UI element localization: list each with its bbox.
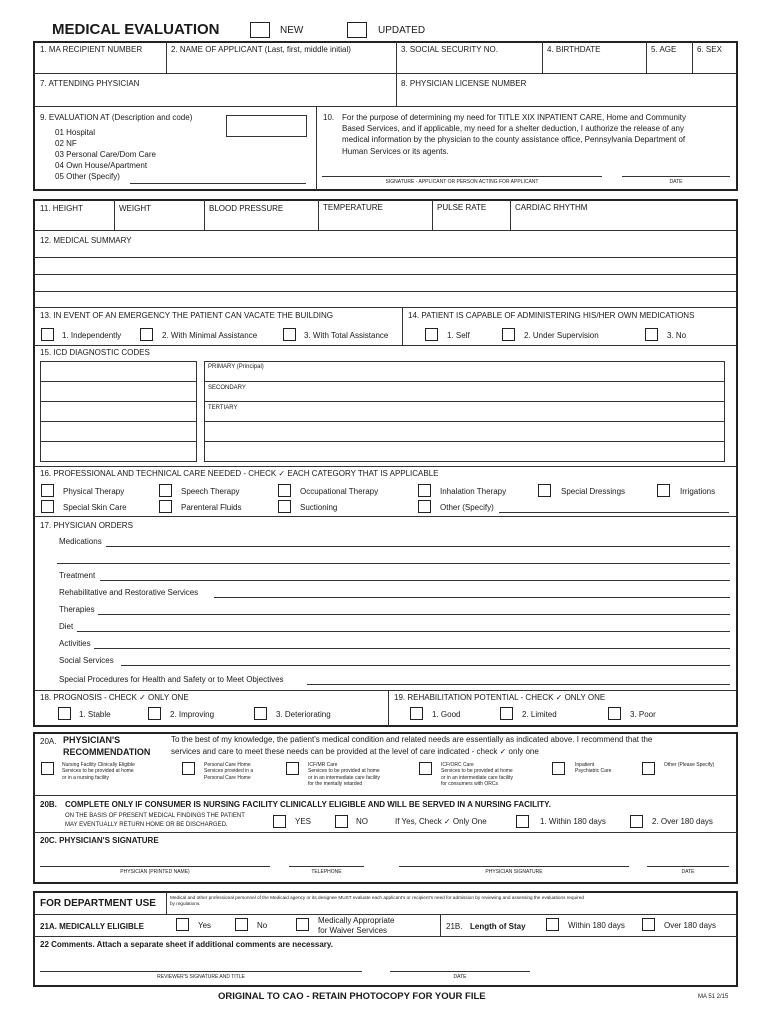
eligible-yes-checkbox[interactable]	[176, 918, 189, 931]
option-line: for consumers with ORCs	[441, 780, 498, 787]
evaluation-options	[55, 128, 156, 184]
department-use-note	[170, 895, 730, 907]
evaluation-option: 05 Other (Specify)	[55, 172, 120, 181]
authorization-line: For the purpose of determining my need for TITLE XIX INPATIENT CARE, Home and Community	[342, 113, 686, 122]
option-line: or in a nursing facility	[62, 774, 109, 781]
special-dressings-checkbox[interactable]	[538, 484, 551, 497]
sex-field[interactable]: 6. SEX	[697, 45, 722, 54]
rehab-option-label: 2. Limited	[522, 710, 557, 719]
icf-mr-checkbox[interactable]	[286, 762, 299, 775]
reviewer-signature-line[interactable]	[40, 971, 362, 972]
reviewer-date-caption: DATE	[453, 974, 467, 980]
option-line: ICF/MR Care	[308, 762, 338, 768]
prognosis-option-label: 2. Improving	[170, 710, 215, 719]
length-of-stay-label: Length of Stay	[470, 922, 526, 931]
discharge-over-180-checkbox[interactable]	[630, 815, 643, 828]
evaluation-other-line[interactable]	[130, 183, 306, 184]
inpatient-psychiatric-option	[575, 762, 611, 775]
physician-signature-label: 20C. PHYSICIAN'S SIGNATURE	[40, 836, 159, 845]
birthdate-field[interactable]: 4. BIRTHDATE	[547, 45, 601, 54]
vacate-option-label: 2. With Minimal Assistance	[162, 331, 258, 340]
weight-field[interactable]: WEIGHT	[119, 204, 151, 213]
care-option-label: Special Skin Care	[63, 503, 127, 512]
care-option-label: Speech Therapy	[181, 487, 240, 496]
orders-rehab-line[interactable]	[214, 597, 730, 598]
recommendation-number: 20A.	[40, 737, 57, 746]
irrigations-checkbox[interactable]	[657, 484, 670, 497]
icd-secondary-label: SECONDARY	[208, 385, 246, 391]
care-option-label: Other (Specify)	[440, 503, 494, 512]
prognosis-label: 18. PROGNOSIS - CHECK ✓ ONLY ONE	[40, 693, 189, 702]
option-line: Personal Care Home	[204, 762, 251, 768]
physician-telephone-caption: TELEPHONE	[311, 869, 342, 875]
vacate-option-label: 1. Independently	[62, 331, 122, 340]
discharge-yes-checkbox[interactable]	[273, 815, 286, 828]
ssn-field[interactable]: 3. SOCIAL SECURITY NO.	[401, 45, 498, 54]
evaluation-at-label: 9. EVALUATION AT (Description and code)	[40, 113, 193, 122]
reviewer-signature-caption: REVIEWER'S SIGNATURE AND TITLE	[157, 974, 245, 980]
orders-treatment-label: Treatment	[59, 571, 96, 580]
care-option-label: Occupational Therapy	[300, 487, 379, 496]
orders-activities-label: Activities	[59, 639, 91, 648]
applicant-date-line[interactable]	[622, 176, 730, 177]
speech-therapy-checkbox[interactable]	[159, 484, 172, 497]
prognosis-improving-checkbox[interactable]	[148, 707, 161, 720]
orders-special-label: Special Procedures for Health and Safety or to Meet Objectives	[59, 675, 284, 684]
stay-within-180-checkbox[interactable]	[546, 918, 559, 931]
applicant-name-field[interactable]: 2. NAME OF APPLICANT (Last, first, middle initial)	[171, 45, 351, 54]
care-option-label: Irrigations	[680, 487, 716, 496]
medication-option-label: 1. Self	[447, 331, 470, 340]
orders-social-label: Social Services	[59, 656, 114, 665]
orders-social-line[interactable]	[121, 665, 730, 666]
discharge-yes-label: YES	[295, 817, 312, 826]
care-option-label: Special Dressings	[561, 487, 626, 496]
waiver-services-checkbox[interactable]	[296, 918, 309, 931]
temperature-field[interactable]: TEMPERATURE	[323, 203, 383, 212]
personal-care-home-option	[204, 762, 253, 781]
option-line: Psychiatric Care	[575, 768, 612, 775]
icf-orc-option	[441, 762, 513, 787]
physician-printed-name-line[interactable]	[40, 866, 270, 867]
orders-medications-label: Medications	[59, 537, 102, 546]
waiver-services-label: for Waiver Services	[318, 926, 388, 935]
physical-therapy-checkbox[interactable]	[41, 484, 54, 497]
personal-care-home-checkbox[interactable]	[182, 762, 195, 775]
nursing-facility-checkbox[interactable]	[41, 762, 54, 775]
medication-option-label: 3. No	[667, 331, 687, 340]
vacate-option-label: 3. With Total Assistance	[304, 331, 389, 340]
orders-medications-line[interactable]	[106, 546, 730, 547]
rehab-option-label: 3. Poor	[630, 710, 656, 719]
recipient-number-field[interactable]: 1. MA RECIPIENT NUMBER	[40, 45, 143, 54]
section-20b-instruction: COMPLETE ONLY IF CONSUMER IS NURSING FACILITY CLINICALLY ELIGIBLE AND WILL BE SERVED IN A NURSING FACILITY.	[65, 800, 551, 809]
physician-orders-label: 17. PHYSICIAN ORDERS	[40, 521, 133, 530]
option-line: Inpatient	[575, 762, 595, 768]
inpatient-psychiatric-checkbox[interactable]	[552, 762, 565, 775]
authorization-line: Human Services or its agents.	[342, 146, 449, 156]
orders-medications-line[interactable]	[57, 563, 730, 564]
eligible-yes-label: Yes	[198, 921, 212, 930]
orders-diet-label: Diet	[59, 622, 74, 631]
vacate-total-checkbox[interactable]	[283, 328, 296, 341]
option-line: Personal Care Home	[204, 774, 251, 781]
blood-pressure-field[interactable]: BLOOD PRESSURE	[209, 204, 284, 213]
icd-codes-label: 15. ICD DIAGNOSTIC CODES	[40, 348, 150, 357]
rehab-option-label: 1. Good	[432, 710, 461, 719]
orders-therapies-label: Therapies	[59, 605, 95, 614]
authorization-number: 10.	[323, 113, 335, 122]
option-line: Other (Please Specify)	[664, 762, 715, 768]
medication-self-checkbox[interactable]	[425, 328, 438, 341]
physician-telephone-line[interactable]	[289, 866, 364, 867]
medical-summary-label: 12. MEDICAL SUMMARY	[40, 236, 132, 245]
prognosis-stable-checkbox[interactable]	[58, 707, 71, 720]
updated-label: UPDATED	[378, 25, 426, 36]
icf-orc-checkbox[interactable]	[419, 762, 432, 775]
other-specify-option	[664, 762, 714, 768]
stay-within-label: Within 180 days	[568, 921, 625, 930]
option-line: Services to be provided at home	[308, 768, 380, 775]
rehab-good-checkbox[interactable]	[410, 707, 423, 720]
option-line: Services to be provided at home	[441, 768, 513, 775]
discharge-question: MAY EVENTUALLY RETURN HOME OR BE DISCHARGED.	[65, 822, 228, 828]
comments-label: 22 Comments. Attach a separate sheet if additional comments are necessary.	[40, 940, 333, 949]
prognosis-option-label: 3. Deteriorating	[276, 710, 331, 719]
care-option-label: Physical Therapy	[63, 487, 125, 496]
icf-mr-option	[308, 762, 380, 787]
authorization-line: Based Services, and if applicable, my need for a shelter deduction, I authorize the release of any	[342, 124, 684, 134]
authorization-line: medical information by the physician to the county assistance office, Pennsylvania Department of	[342, 135, 686, 145]
nursing-facility-option	[62, 762, 135, 781]
stay-over-label: Over 180 days	[664, 921, 717, 930]
care-other-checkbox[interactable]	[418, 500, 431, 513]
orders-treatment-line[interactable]	[100, 580, 730, 581]
form-number: MA 51 2/15	[698, 994, 729, 1000]
care-needed-label: 16. PROFESSIONAL AND TECHNICAL CARE NEEDED - CHECK ✓ EACH CATEGORY THAT IS APPLICABLE	[40, 469, 439, 478]
rehab-potential-label: 19. REHABILITATION POTENTIAL - CHECK ✓ ONLY ONE	[394, 693, 606, 702]
section-20b-label: 20B.	[40, 800, 57, 809]
eligible-no-label: No	[257, 921, 268, 930]
option-line: or in an intermediate care facility	[441, 774, 513, 781]
reviewer-date-line[interactable]	[390, 971, 530, 972]
option-line: Services provided in a	[204, 768, 254, 775]
care-other-line[interactable]	[499, 512, 729, 513]
stay-over-180-checkbox[interactable]	[642, 918, 655, 931]
icd-tertiary-label: TERTIARY	[208, 405, 238, 411]
physician-signature-caption: PHYSICIAN SIGNATURE	[485, 869, 543, 875]
care-option-label: Parenteral Fluids	[181, 503, 242, 512]
physician-date-line[interactable]	[647, 866, 729, 867]
care-option-label: Inhalation Therapy	[440, 487, 507, 496]
recommendation-title: PHYSICIAN'S	[63, 735, 121, 745]
inhalation-therapy-checkbox[interactable]	[418, 484, 431, 497]
new-checkbox[interactable]	[250, 22, 270, 38]
care-option-label: Suctioning	[300, 503, 338, 512]
orders-therapies-line[interactable]	[98, 614, 730, 615]
new-label: NEW	[280, 25, 304, 36]
parenteral-fluids-checkbox[interactable]	[159, 500, 172, 513]
option-line: Services to be provided at home	[62, 768, 134, 775]
authorization-text	[342, 113, 686, 156]
option-line: for the mentally retarded	[308, 780, 363, 787]
medication-no-checkbox[interactable]	[645, 328, 658, 341]
prognosis-option-label: 1. Stable	[79, 710, 111, 719]
age-field[interactable]: 5. AGE	[651, 45, 677, 54]
note-line: Medical and other professional personnel of the Medicaid agency or its designee MUST evaluate each applicant's or recipient's need for admission by reviewing and assessing the evaluations required	[170, 895, 584, 900]
updated-checkbox[interactable]	[347, 22, 367, 38]
rehab-poor-checkbox[interactable]	[608, 707, 621, 720]
medically-eligible-label: 21A. MEDICALLY ELIGIBLE	[40, 922, 145, 931]
vacate-minimal-checkbox[interactable]	[140, 328, 153, 341]
option-line: or in an intermediate care facility	[308, 774, 380, 781]
applicant-signature-caption: SIGNATURE - APPLICANT OR PERSON ACTING FOR APPLICANT	[385, 179, 539, 185]
occupational-therapy-checkbox[interactable]	[278, 484, 291, 497]
emergency-vacate-label: 13. IN EVENT OF AN EMERGENCY THE PATIENT CAN VACATE THE BUILDING	[40, 311, 333, 320]
evaluation-option: 03 Personal Care/Dom Care	[55, 150, 156, 159]
eligible-no-checkbox[interactable]	[235, 918, 248, 931]
orders-rehab-label: Rehabilitative and Restorative Services	[59, 588, 199, 597]
medical-summary-line[interactable]	[34, 257, 737, 258]
discharge-if-yes-label: If Yes, Check ✓ Only One	[395, 817, 487, 826]
orders-activities-line[interactable]	[94, 648, 730, 649]
department-use-title: FOR DEPARTMENT USE	[40, 898, 156, 909]
applicant-signature-line[interactable]	[322, 176, 602, 177]
evaluation-option: 04 Own House/Apartment	[55, 161, 148, 170]
recommendation-title: RECOMMENDATION	[63, 747, 151, 757]
pulse-rate-field[interactable]: PULSE RATE	[437, 203, 487, 212]
medication-supervision-checkbox[interactable]	[502, 328, 515, 341]
attending-physician-field[interactable]: 7. ATTENDING PHYSICIAN	[40, 79, 140, 88]
discharge-option-label: 1. Within 180 days	[540, 817, 606, 826]
medication-option-label: 2. Under Supervision	[524, 331, 599, 340]
physician-printed-name-caption: PHYSICIAN (PRINTED NAME)	[120, 869, 190, 875]
physician-license-field[interactable]: 8. PHYSICIAN LICENSE NUMBER	[401, 79, 527, 88]
prognosis-deteriorating-checkbox[interactable]	[254, 707, 267, 720]
icd-codes-grid[interactable]	[40, 361, 197, 462]
orders-diet-line[interactable]	[77, 631, 730, 632]
footer-instruction: ORIGINAL TO CAO - RETAIN PHOTOCOPY FOR YOUR FILE	[218, 991, 486, 1002]
discharge-question: ON THE BASIS OF PRESENT MEDICAL FINDINGS THE PATIENT	[65, 813, 245, 819]
rehab-limited-checkbox[interactable]	[500, 707, 513, 720]
discharge-no-label: NO	[356, 817, 368, 826]
other-specify-checkbox[interactable]	[642, 762, 655, 775]
physician-signature-line[interactable]	[399, 866, 629, 867]
form-title: MEDICAL EVALUATION	[52, 21, 220, 38]
evaluation-code-box[interactable]	[226, 115, 307, 137]
height-field[interactable]: 11. HEIGHT	[40, 204, 83, 213]
evaluation-option: 01 Hospital	[55, 128, 96, 137]
option-line: Nursing Facility Clinically Eligible	[62, 762, 135, 768]
recommendation-statement: services and care to meet these needs can be provided at the level of care indicated - check ✓ only one	[171, 747, 539, 756]
note-line: by regulations.	[170, 900, 201, 906]
medication-capability-label: 14. PATIENT IS CAPABLE OF ADMINISTERING HIS/HER OWN MEDICATIONS	[408, 311, 695, 320]
discharge-option-label: 2. Over 180 days	[652, 817, 713, 826]
icd-primary-label: PRIMARY (Principal)	[208, 364, 264, 370]
evaluation-option: 02 NF	[55, 139, 77, 148]
waiver-services-label: Medically Appropriate	[318, 916, 395, 925]
physician-date-caption: DATE	[681, 869, 695, 875]
recommendation-statement: To the best of my knowledge, the patient's medical condition and related needs are essentially as indicated above. I recommend that the	[171, 735, 653, 744]
vacate-independently-checkbox[interactable]	[41, 328, 54, 341]
cardiac-rhythm-field[interactable]: CARDIAC RHYTHM	[515, 203, 588, 212]
special-skin-care-checkbox[interactable]	[41, 500, 54, 513]
discharge-within-180-checkbox[interactable]	[516, 815, 529, 828]
applicant-date-caption: DATE	[669, 179, 683, 185]
medical-summary-line[interactable]	[34, 291, 737, 292]
option-line: ICF/ORC Care	[441, 762, 474, 768]
suctioning-checkbox[interactable]	[278, 500, 291, 513]
medical-summary-line[interactable]	[34, 274, 737, 275]
discharge-no-checkbox[interactable]	[335, 815, 348, 828]
orders-special-line[interactable]	[307, 684, 730, 685]
icd-diagnosis-grid[interactable]	[204, 361, 725, 462]
length-of-stay-number: 21B.	[446, 922, 463, 931]
